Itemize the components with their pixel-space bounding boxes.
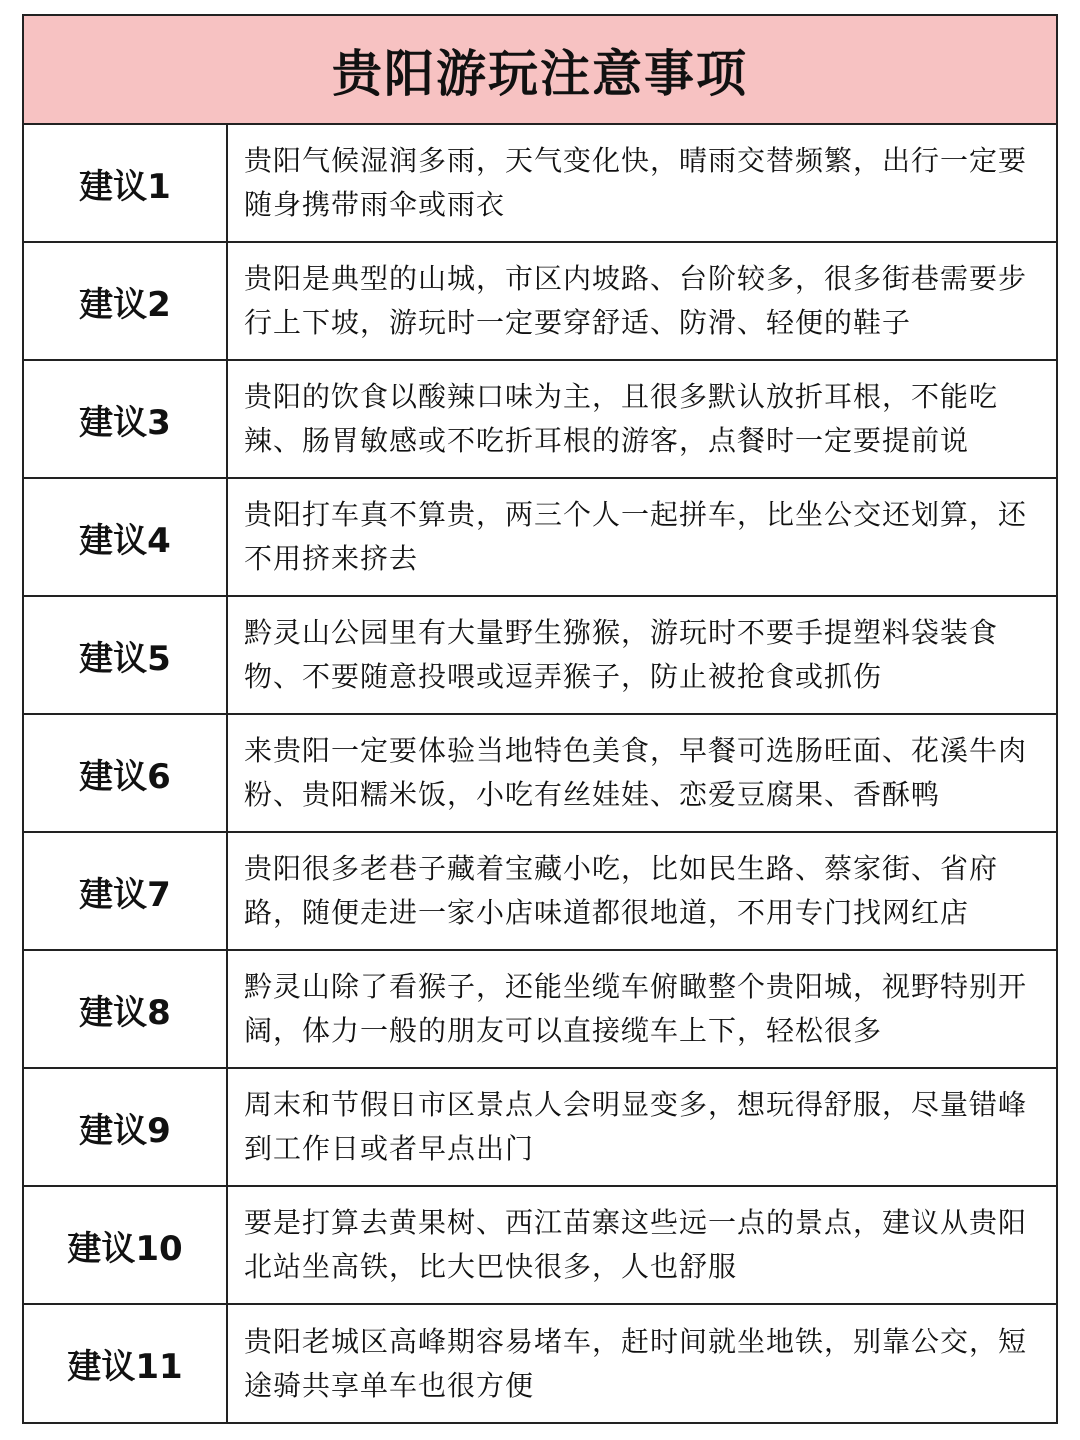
table-row bbox=[24, 1069, 1056, 1187]
tip-text: 贵阳很多老巷子藏着宝藏小吃，比如民生路、蔡家街、省府路，随便走进一家小店味道都很地道，不用专门找网红店 bbox=[244, 852, 999, 929]
page-title: 贵阳游玩注意事项 bbox=[332, 44, 748, 103]
tip-text: 贵阳气候湿润多雨，天气变化快，晴雨交替频繁，出行一定要随身携带雨伞或雨衣 bbox=[244, 144, 1028, 221]
tip-label: 建议9 bbox=[24, 1069, 228, 1185]
tip-label: 建议7 bbox=[24, 833, 228, 949]
tip-label: 建议5 bbox=[24, 597, 228, 713]
tip-label: 建议4 bbox=[24, 479, 228, 595]
tip-text: 来贵阳一定要体验当地特色美食，早餐可选肠旺面、花溪牛肉粉、贵阳糯米饭，小吃有丝娃娃、恋爱豆腐果、香酥鸭 bbox=[244, 734, 1028, 811]
tip-text: 要是打算去黄果树、西江苗寨这些远一点的景点，建议从贵阳北站坐高铁，比大巴快很多，人也舒服 bbox=[244, 1206, 1028, 1283]
tip-text: 贵阳是典型的山城，市区内坡路、台阶较多，很多街巷需要步行上下坡，游玩时一定要穿舒适、防滑、轻便的鞋子 bbox=[244, 262, 1028, 339]
table-row bbox=[24, 951, 1056, 1069]
table-row bbox=[24, 243, 1056, 361]
tip-text: 黔灵山除了看猴子，还能坐缆车俯瞰整个贵阳城，视野特别开阔，体力一般的朋友可以直接缆车上下，轻松很多 bbox=[244, 970, 1028, 1047]
table-row bbox=[24, 715, 1056, 833]
tip-label: 建议1 bbox=[24, 125, 228, 241]
tip-label: 建议2 bbox=[24, 243, 228, 359]
tip-label: 建议6 bbox=[24, 715, 228, 831]
tip-text: 贵阳老城区高峰期容易堵车，赶时间就坐地铁，别靠公交，短途骑共享单车也很方便 bbox=[244, 1324, 1028, 1402]
tip-label: 建议3 bbox=[24, 361, 228, 477]
tip-label: 建议11 bbox=[24, 1305, 228, 1422]
table-row bbox=[24, 361, 1056, 479]
table-header bbox=[24, 16, 1056, 125]
table-row bbox=[24, 1305, 1056, 1422]
table-row bbox=[24, 125, 1056, 243]
tip-text: 黔灵山公园里有大量野生猕猴，游玩时不要手提塑料袋装食物、不要随意投喂或逗弄猴子，防止被抢食或抓伤 bbox=[244, 616, 999, 693]
table-row bbox=[24, 597, 1056, 715]
tip-text: 周末和节假日市区景点人会明显变多，想玩得舒服，尽量错峰到工作日或者早点出门 bbox=[244, 1088, 1028, 1165]
table-row bbox=[24, 1187, 1056, 1305]
tips-table bbox=[22, 14, 1058, 1424]
tip-text: 贵阳打车真不算贵，两三个人一起拼车，比坐公交还划算，还不用挤来挤去 bbox=[244, 498, 1028, 575]
tips-rows bbox=[24, 125, 1056, 1422]
tip-label: 建议8 bbox=[24, 951, 228, 1067]
tip-label: 建议10 bbox=[24, 1187, 228, 1303]
table-row bbox=[24, 479, 1056, 597]
tip-text: 贵阳的饮食以酸辣口味为主，且很多默认放折耳根，不能吃辣、肠胃敏感或不吃折耳根的游客，点餐时一定要提前说 bbox=[244, 380, 999, 457]
table-row bbox=[24, 833, 1056, 951]
